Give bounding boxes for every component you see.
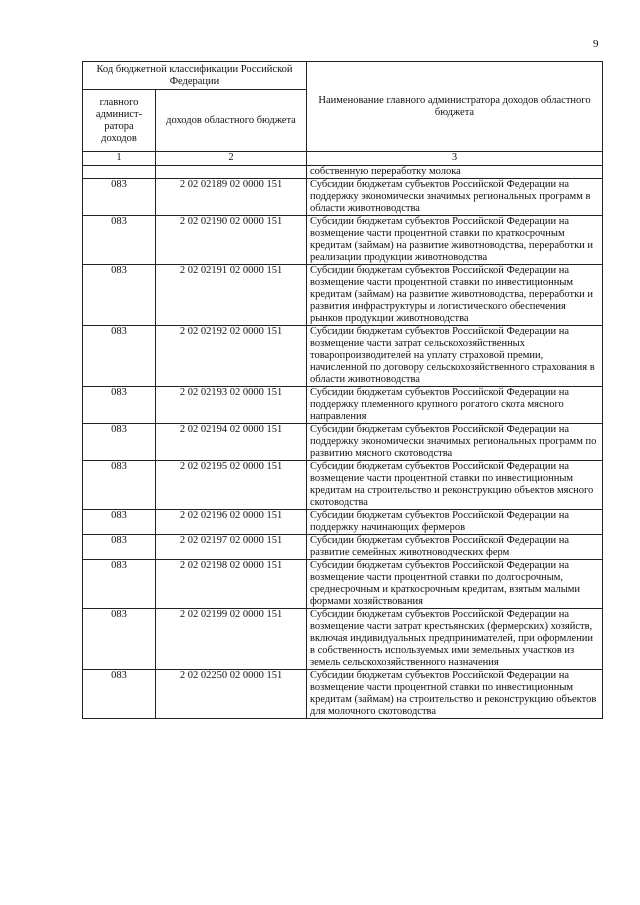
income-code: 2 02 02197 02 0000 151 [156, 535, 307, 560]
header-income: доходов областного бюджета [156, 90, 307, 152]
table-row [83, 387, 603, 424]
column-number-row [83, 152, 603, 166]
income-code: 2 02 02195 02 0000 151 [156, 461, 307, 510]
income-code: 2 02 02199 02 0000 151 [156, 609, 307, 670]
income-name: Субсидии бюджетам субъектов Российской Федерации на возмещение части затрат крестьянских (фермерских) хозяйств, включая индивидуальных предпринимателей, при оформлении в собственность используемых ими земельных участков из земель сельскохозяйственного назначения [307, 609, 603, 670]
income-name: Субсидии бюджетам субъектов Российской Федерации на поддержку экономически значимых региональных программ по развитию мясного скотоводства [307, 424, 603, 461]
income-name: Субсидии бюджетам субъектов Российской Федерации на поддержку племенного крупного рогатого скота мясного направления [307, 387, 603, 424]
column-number: 2 [156, 152, 307, 166]
income-code: 2 02 02190 02 0000 151 [156, 216, 307, 265]
admin-code: 083 [83, 560, 156, 609]
admin-code: 083 [83, 387, 156, 424]
table-row [83, 216, 603, 265]
income-name: Субсидии бюджетам субъектов Российской Федерации на возмещение части процентной ставки по краткосрочным кредитам (займам) на развитие животноводства, переработки и реализации продукции животноводства [307, 216, 603, 265]
income-code: 2 02 02194 02 0000 151 [156, 424, 307, 461]
table-row [83, 424, 603, 461]
income-code: 2 02 02250 02 0000 151 [156, 670, 307, 719]
income-name: Субсидии бюджетам субъектов Российской Федерации на поддержку экономически значимых региональных программ в области животноводства [307, 179, 603, 216]
admin-code: 083 [83, 265, 156, 326]
column-number: 1 [83, 152, 156, 166]
header-name: Наименование главного администратора доходов областного бюджета [307, 62, 603, 152]
income-name: Субсидии бюджетам субъектов Российской Федерации на возмещение части процентной ставки по инвестиционным кредитам (займам) на строительство и реконструкцию объектов для молочного скотоводства [307, 670, 603, 719]
admin-code: 083 [83, 461, 156, 510]
admin-code: 083 [83, 535, 156, 560]
income-code: 2 02 02193 02 0000 151 [156, 387, 307, 424]
admin-code: 083 [83, 670, 156, 719]
continuation-text: собственную переработку молока [307, 166, 603, 179]
table-row [83, 179, 603, 216]
table-row [83, 510, 603, 535]
income-name: Субсидии бюджетам субъектов Российской Федерации на развитие семейных животноводческих ферм [307, 535, 603, 560]
header-admin: главного админист-ратора доходов [83, 90, 156, 152]
admin-code: 083 [83, 510, 156, 535]
admin-code: 083 [83, 216, 156, 265]
income-code: 2 02 02196 02 0000 151 [156, 510, 307, 535]
table-row [83, 609, 603, 670]
column-number: 3 [307, 152, 603, 166]
table-row [83, 560, 603, 609]
admin-code: 083 [83, 424, 156, 461]
income-name: Субсидии бюджетам субъектов Российской Федерации на возмещение части процентной ставки по инвестиционным кредитам на строительство и реконструкцию объектов мясного скотоводства [307, 461, 603, 510]
income-name: Субсидии бюджетам субъектов Российской Федерации на поддержку начинающих фермеров [307, 510, 603, 535]
continuation-row [83, 166, 603, 179]
table-row [83, 535, 603, 560]
admin-code: 083 [83, 326, 156, 387]
table-row [83, 265, 603, 326]
admin-code: 083 [83, 179, 156, 216]
budget-classification-table [82, 61, 603, 719]
admin-code: 083 [83, 609, 156, 670]
income-code: 2 02 02191 02 0000 151 [156, 265, 307, 326]
income-code: 2 02 02192 02 0000 151 [156, 326, 307, 387]
header-code-group: Код бюджетной классификации Российской Федерации [83, 62, 307, 90]
table-row [83, 326, 603, 387]
income-name: Субсидии бюджетам субъектов Российской Федерации на возмещение части затрат сельскохозяйственных товаропроизводителей на уплату страховой премии, начисленной по договору сельскохозяйственного страхования в области животноводства [307, 326, 603, 387]
income-code: 2 02 02198 02 0000 151 [156, 560, 307, 609]
table-row [83, 461, 603, 510]
income-name: Субсидии бюджетам субъектов Российской Федерации на возмещение части процентной ставки по долгосрочным, среднесрочным и краткосрочным кредитам, взятым малыми формами хозяйствования [307, 560, 603, 609]
page-number: 9 [593, 38, 599, 50]
table-row [83, 670, 603, 719]
income-name: Субсидии бюджетам субъектов Российской Федерации на возмещение части процентной ставки по инвестиционным кредитам (займам) на развитие животноводства, переработки и развития инфраструктуры и логистического обеспечения рынков продукции животноводства [307, 265, 603, 326]
income-code: 2 02 02189 02 0000 151 [156, 179, 307, 216]
